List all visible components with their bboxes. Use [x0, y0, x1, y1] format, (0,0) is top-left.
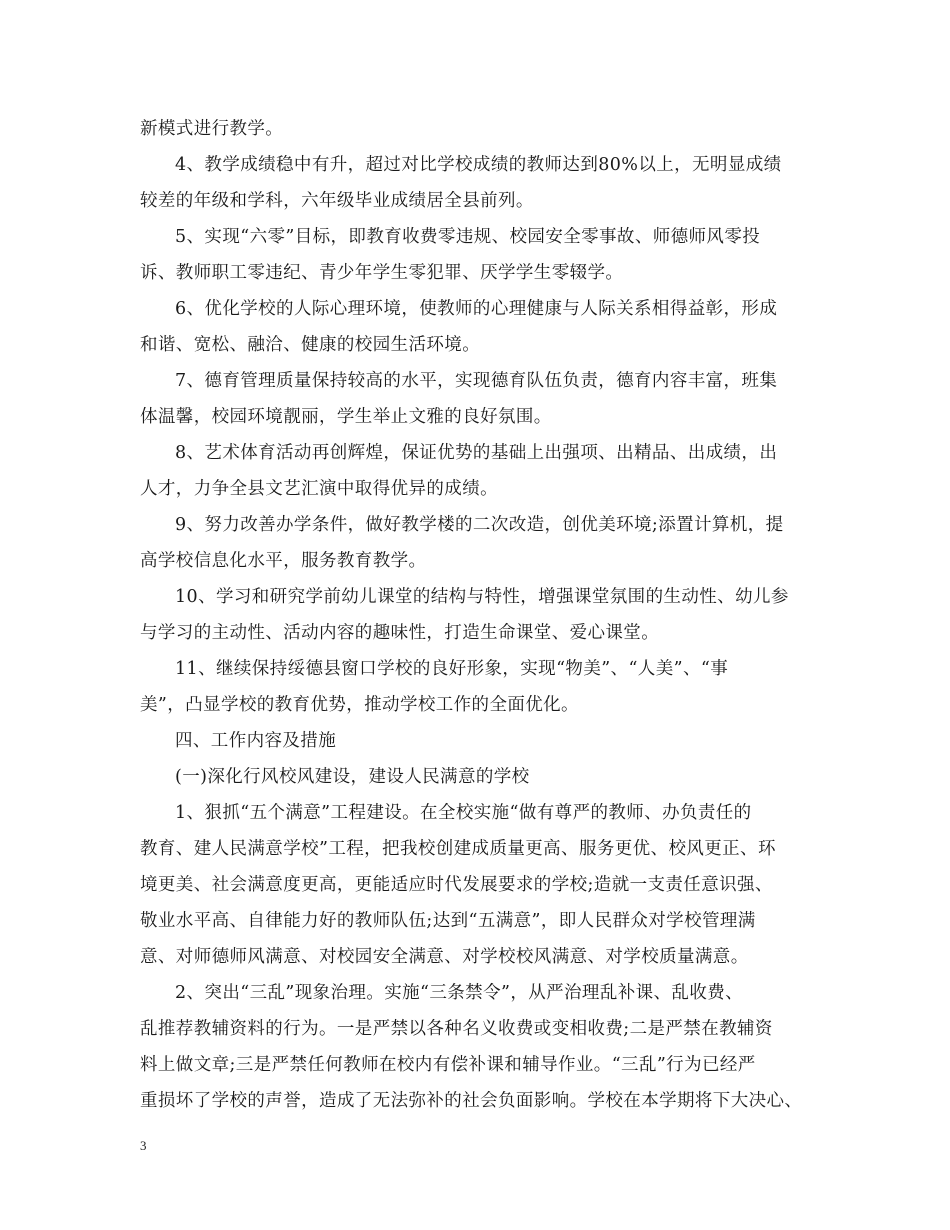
paragraph-line: 高学校信息化水平，服务教育教学。	[140, 551, 427, 571]
paragraph-line: 意、对师德师风满意、对校园安全满意、对学校校风满意、对学校质量满意。	[140, 947, 749, 967]
paragraph-line: 教育、建人民满意学校”工程，把我校创建成质量更高、服务更优、校风更正、环	[140, 839, 776, 859]
paragraph-line: 美”，凸显学校的教育优势，推动学校工作的全面优化。	[140, 695, 579, 715]
paragraph-line: 4、教学成绩稳中有升，超过对比学校成绩的教师达到80%以上，无明显成绩	[175, 155, 782, 175]
page-number: 3	[140, 1138, 147, 1153]
paragraph-line: 5、实现“六零”目标，即教育收费零违规、校园安全零事故、师德师风零投	[175, 227, 761, 247]
paragraph-line: 9、努力改善办学条件，做好教学楼的二次改造，创优美环境;添置计算机，提	[175, 515, 784, 535]
paragraph-line: 8、艺术体育活动再创辉煌，保证优势的基础上出强项、出精品、出成绩，出	[175, 443, 778, 463]
paragraph-line: 和谐、宽松、融洽、健康的校园生活环境。	[140, 335, 481, 355]
section-heading: 四、工作内容及措施	[175, 731, 337, 751]
paragraph-line: 乱推荐教辅资料的行为。一是严禁以各种名义收费或变相收费;二是严禁在教辅资	[140, 1019, 773, 1039]
paragraph-line: 新模式进行教学。	[140, 119, 284, 139]
paragraph-line: 重损坏了学校的声誉，造成了无法弥补的社会负面影响。学校在本学期将下大决心、	[140, 1091, 803, 1111]
paragraph-line: 11、继续保持绥德县窗口学校的良好形象，实现“物美”、“人美”、“事	[175, 659, 729, 679]
paragraph-line: 境更美、社会满意度更高，更能适应时代发展要求的学校;造就一支责任意识强、	[140, 875, 773, 895]
paragraph-line: 敬业水平高、自律能力好的教师队伍;达到“五满意”，即人民群众对学校管理满	[140, 911, 756, 931]
paragraph-line: 10、学习和研究学前幼儿课堂的结构与特性，增强课堂氛围的生动性、幼儿参	[175, 587, 789, 607]
paragraph-line: 较差的年级和学科，六年级毕业成绩居全县前列。	[140, 191, 534, 211]
paragraph-line: 体温馨，校园环境靓丽，学生举止文雅的良好氛围。	[140, 407, 552, 427]
paragraph-line: 6、优化学校的人际心理环境，使教师的心理健康与人际关系相得益彰，形成	[175, 299, 778, 319]
paragraph-line: 与学习的主动性、活动内容的趣味性，打造生命课堂、爱心课堂。	[140, 623, 660, 643]
paragraph-line: 7、德育管理质量保持较高的水平，实现德育队伍负责，德育内容丰富，班集	[175, 371, 778, 391]
paragraph-line: 料上做文章;三是严禁任何教师在校内有偿补课和辅导作业。“三乱”行为已经严	[140, 1055, 756, 1075]
paragraph-line: 诉、教师职工零违纪、青少年学生零犯罪、厌学学生零辍学。	[140, 263, 624, 283]
paragraph-line: 2、突出“三乱”现象治理。实施“三条禁令”，从严治理乱补课、乱收费、	[175, 983, 744, 1003]
paragraph-line: 人才，力争全县文艺汇演中取得优异的成绩。	[140, 479, 498, 499]
subsection-heading: (一)深化行风校风建设，建设人民满意的学校	[175, 767, 530, 787]
paragraph-line: 1、狠抓“五个满意”工程建设。在全校实施“做有尊严的教师、办负责任的	[175, 803, 752, 823]
